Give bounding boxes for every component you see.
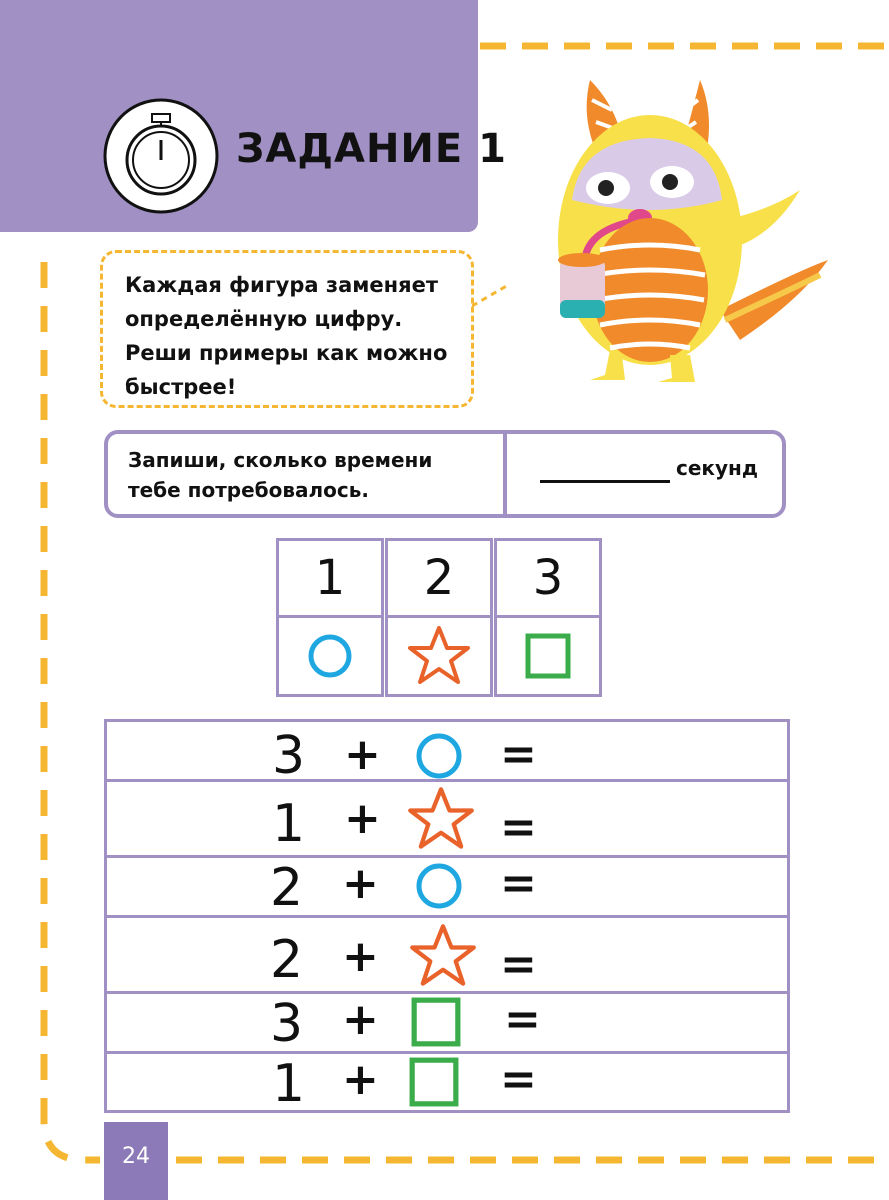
page-title: ЗАДАНИЕ 1	[236, 126, 507, 172]
equals-sign: =	[500, 729, 537, 780]
circle-icon	[414, 731, 464, 781]
equals-sign: =	[500, 858, 537, 909]
page-number: 24	[122, 1144, 150, 1169]
equation-number: 2	[270, 930, 304, 990]
key-digit: 1	[314, 550, 346, 606]
time-record-divider	[503, 432, 507, 516]
time-prompt-line: Запиши, сколько времени	[128, 448, 433, 472]
equation-number: 2	[270, 858, 304, 918]
time-prompt-line: тебе потребовалось.	[128, 478, 370, 502]
key-shape-cell	[276, 615, 384, 697]
equation-number: 1	[272, 1054, 306, 1114]
seconds-answer-line[interactable]	[540, 480, 670, 483]
bubble-pointer	[472, 282, 514, 310]
time-record-prompt	[128, 445, 488, 505]
plus-sign: +	[342, 931, 379, 982]
star-icon	[406, 623, 472, 689]
key-digit: 3	[532, 550, 564, 606]
key-digit-cell	[276, 538, 384, 618]
star-icon	[406, 784, 476, 854]
seconds-label: секунд	[676, 456, 759, 480]
equation-number: 3	[272, 726, 306, 786]
instruction-line: определённую цифру.	[125, 307, 403, 331]
square-icon	[408, 1056, 460, 1108]
key-shape-cell	[494, 615, 602, 697]
circle-icon	[305, 631, 355, 681]
equals-sign: =	[500, 1054, 537, 1105]
key-digit-cell	[494, 538, 602, 618]
key-digit-cell	[385, 538, 493, 618]
equals-sign: =	[504, 994, 541, 1045]
equation-number: 3	[270, 994, 304, 1054]
circle-icon	[414, 861, 464, 911]
plus-sign: +	[342, 1054, 379, 1105]
stopwatch-icon	[102, 96, 220, 214]
plus-sign: +	[342, 994, 379, 1045]
plus-sign: +	[344, 793, 381, 844]
instruction-text	[125, 268, 455, 404]
equals-sign: =	[500, 802, 537, 853]
plus-sign: +	[344, 729, 381, 780]
instruction-line: Реши примеры как можно	[125, 341, 448, 365]
instruction-line: Каждая фигура заменяет	[125, 273, 439, 297]
instruction-line: быстрее!	[125, 375, 237, 399]
equals-sign: =	[500, 939, 537, 990]
star-icon	[408, 921, 478, 991]
header-tab	[0, 0, 478, 232]
plus-sign: +	[342, 858, 379, 909]
equation-number: 1	[272, 794, 306, 854]
monster-illustration	[500, 70, 840, 390]
key-shape-cell	[385, 615, 493, 697]
square-icon	[523, 631, 573, 681]
key-digit: 2	[423, 550, 455, 606]
square-icon	[410, 996, 462, 1048]
